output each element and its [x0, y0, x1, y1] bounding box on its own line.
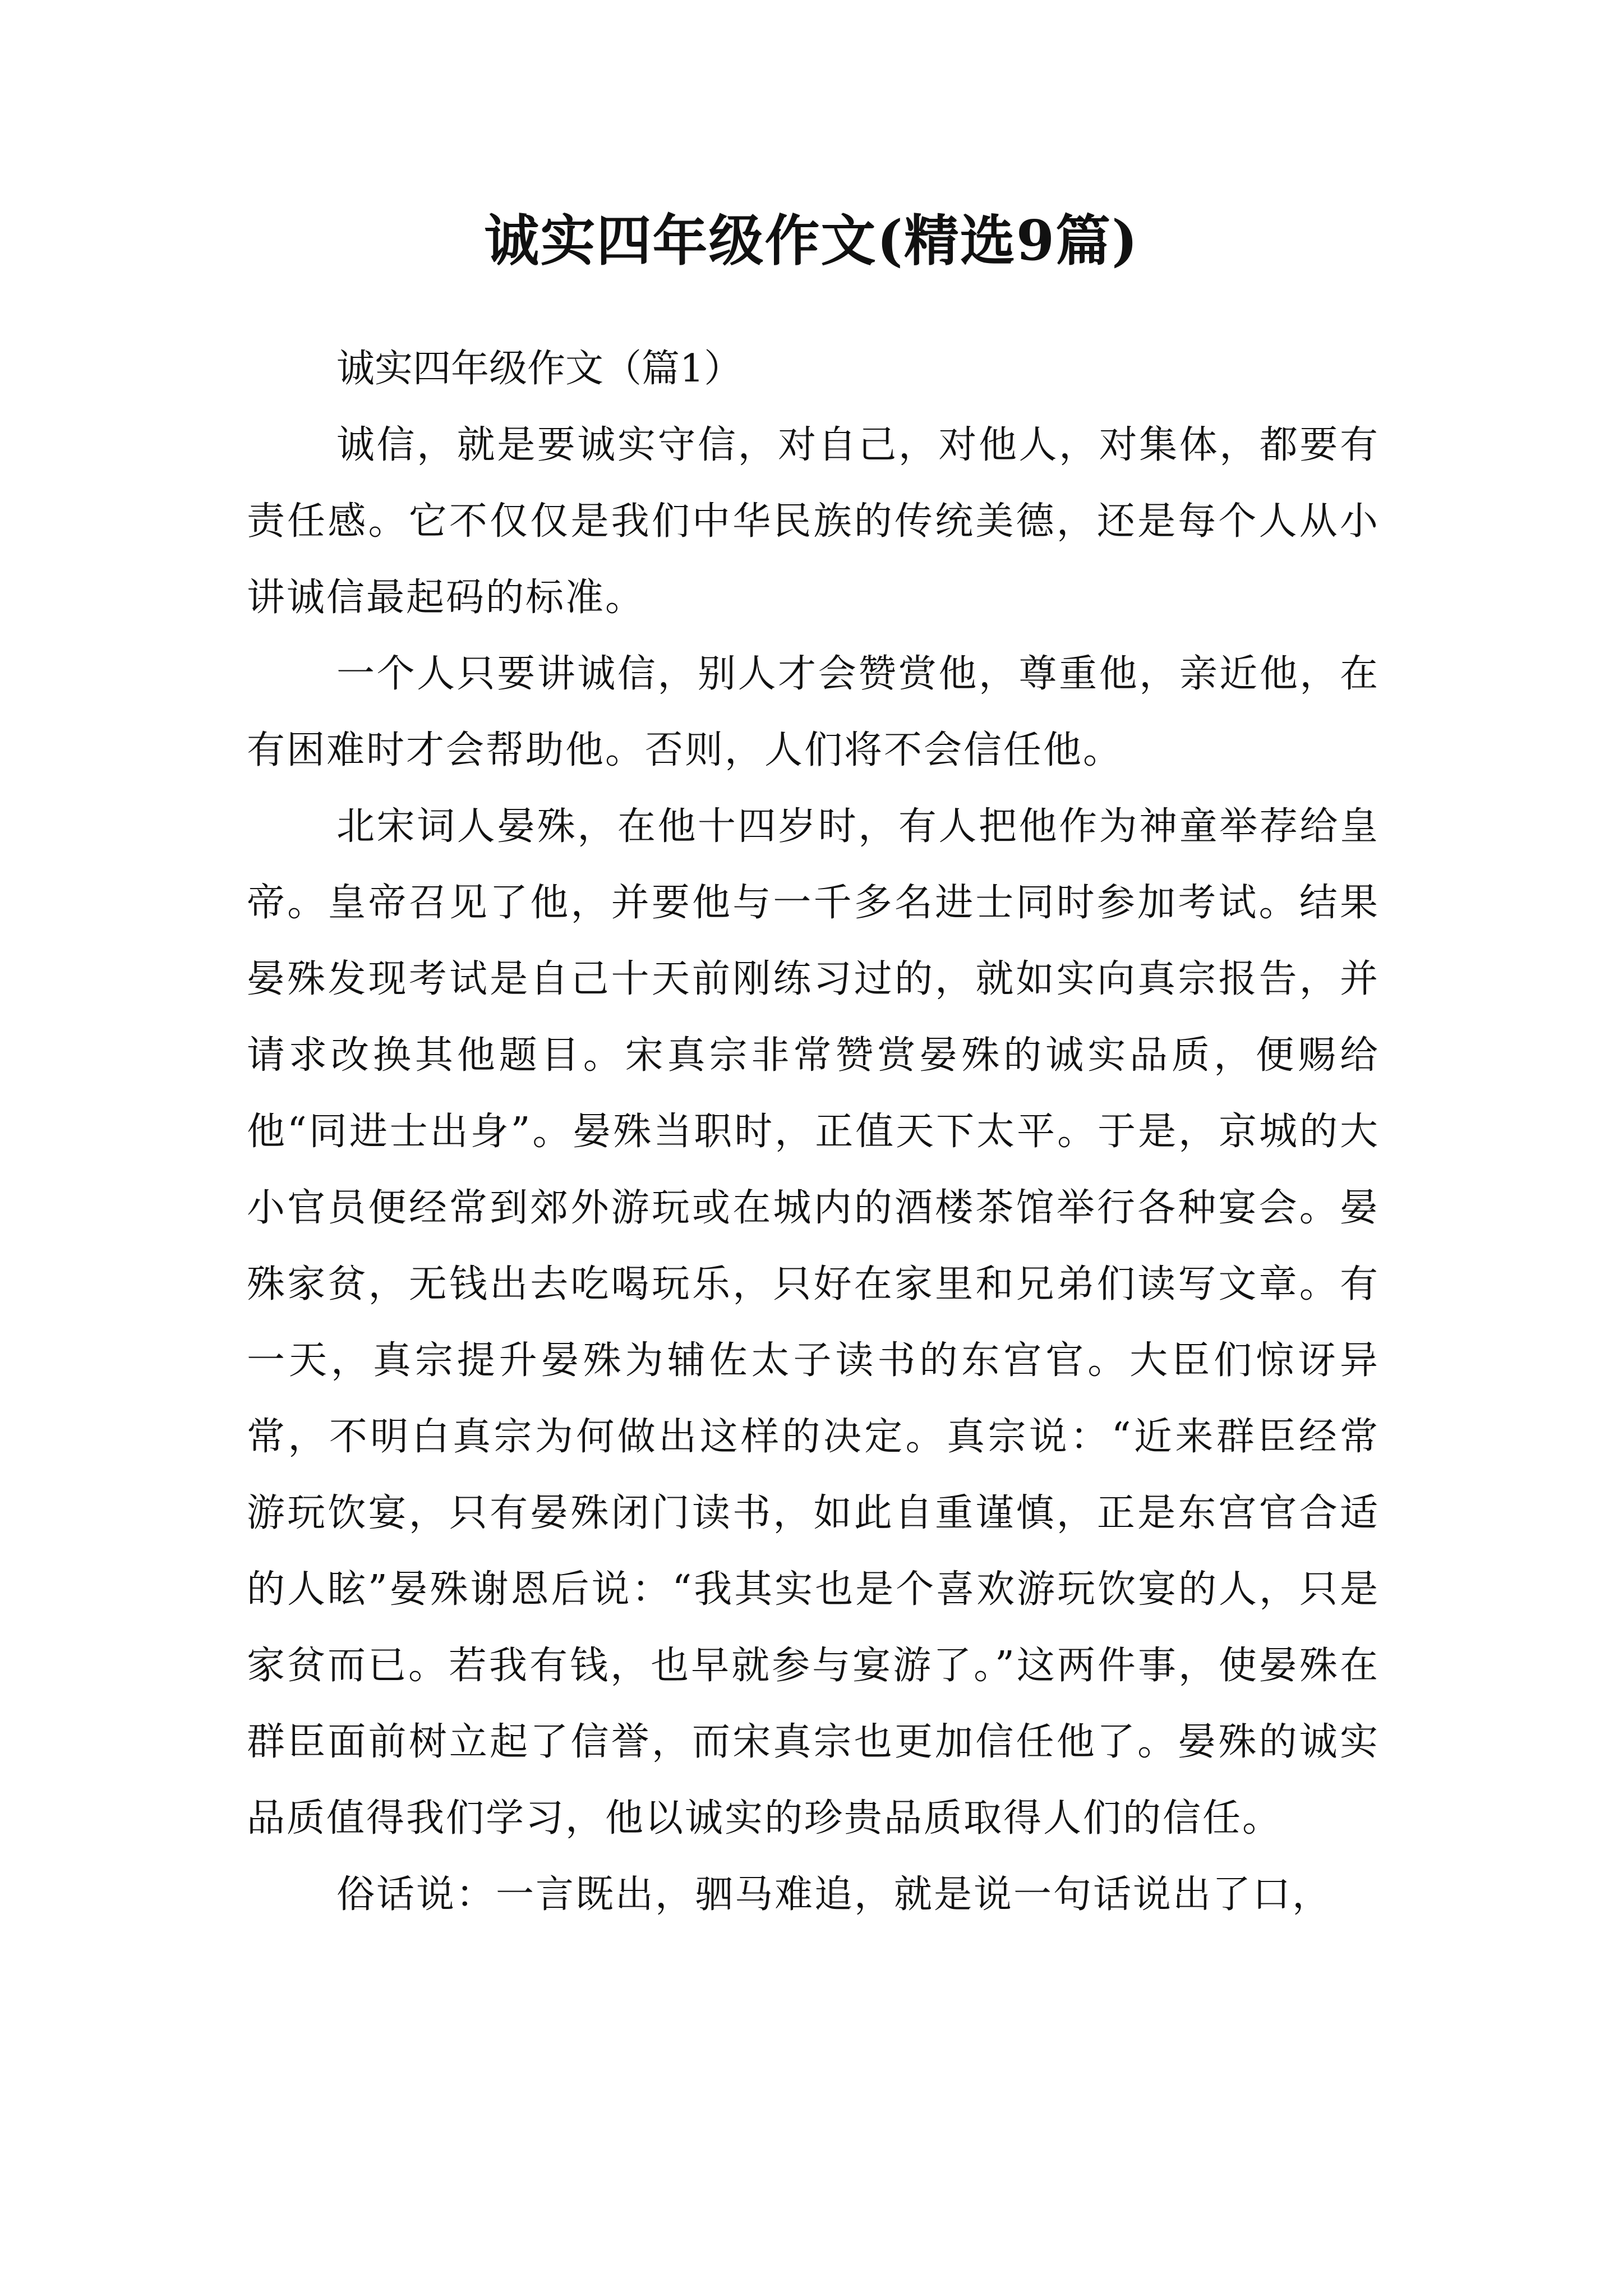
paragraph-2: 一个人只要讲诚信，别人才会赞赏他，尊重他，亲近他，在有困难时才会帮助他。否则，人们将不会信任他。 [247, 652, 1380, 772]
document-title: 诚实四年级作文(精选9篇) [484, 209, 1139, 273]
document-body [247, 331, 1380, 1933]
paragraph-4: 俗话说：一言既出，驷马难追，就是说一句话说出了口， [336, 1872, 1332, 1917]
paragraph-1: 诚信，就是要诚实守信，对自己，对他人，对集体，都要有责任感。它不仅仅是我们中华民族的传统美德，还是每个人从小讲诚信最起码的标准。 [247, 423, 1380, 620]
paragraph-3: 北宋词人晏殊，在他十四岁时，有人把他作为神童举荐给皇帝。皇帝召见了他，并要他与一千多名进士同时参加考试。结果晏殊发现考试是自己十天前刚练习过的，就如实向真宗报告，并请求改换其他题目。宋真宗非常赞赏晏殊的诚实品质，便赐给他“同进士出身”。晏殊当职时，正值天下太平。于是，京城的大小官员便经常到郊外游玩或在城内的酒楼茶馆举行各种宴会。晏殊家贫，无钱出去吃喝玩乐，只好在家里和兄弟们读写文章。有一天，真宗提升晏殊为辅佐太子读书的东宫官。大臣们惊讶异常，不明白真宗为何做出这样的决定。真宗说：“近来群臣经常游玩饮宴，只有晏殊闭门读书，如此自重谨慎，正是东宫官合适的人眩”晏殊谢恩后说：“我其实也是个喜欢游玩饮宴的人，只是家贫而已。若我有钱，也早就参与宴游了。”这两件事，使晏殊在群臣面前树立起了信誉，而宋真宗也更加信任他了。晏殊的诚实品质值得我们学习，他以诚实的珍贵品质取得人们的信任。 [247, 804, 1380, 1841]
section-heading: 诚实四年级作文（篇1） [336, 347, 743, 391]
